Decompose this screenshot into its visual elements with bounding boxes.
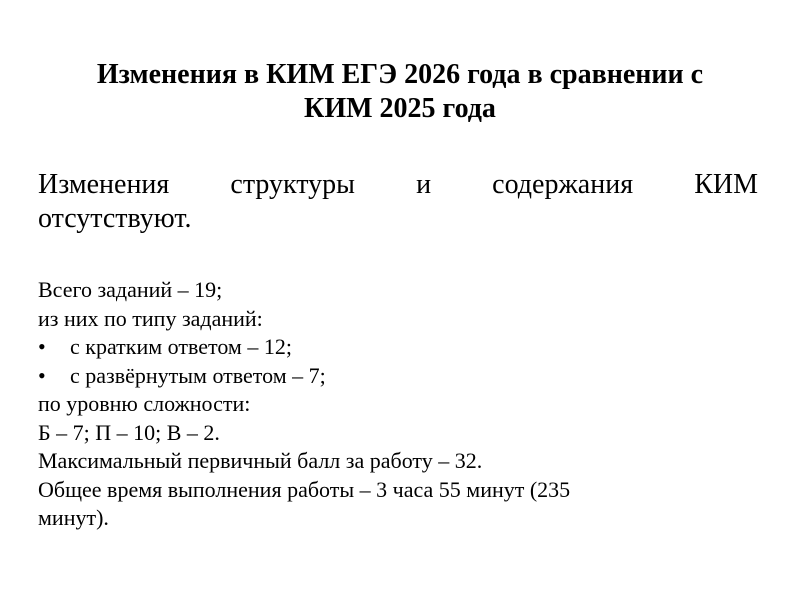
bullet-icon: • xyxy=(38,362,46,388)
text-line: Б – 7; П – 10; В – 2. xyxy=(38,419,220,445)
text-line: Всего заданий – 19; xyxy=(38,277,223,302)
text-line: минут). xyxy=(38,505,109,530)
bullet-item xyxy=(38,333,758,362)
details xyxy=(38,276,758,533)
title-line: КИМ 2025 года xyxy=(304,93,496,124)
text-line: из них по типу заданий: xyxy=(38,305,263,331)
text-line: Общее время выполнения работы – 3 часа 55 минут (235 xyxy=(38,476,571,502)
bullet-text: с кратким ответом – 12; xyxy=(70,334,292,359)
bullet-icon: • xyxy=(38,334,46,359)
text-line: по уровню сложности: xyxy=(38,391,251,416)
lead-text: Изменения структуры и содержания КИМ xyxy=(38,169,758,200)
bullet-item xyxy=(38,362,758,391)
lead-text-cont: отсутствуют. xyxy=(38,203,192,234)
text-line: Максимальный первичный балл за работу – 32. xyxy=(38,448,483,473)
bullet-text: с развёрнутым ответом – 7; xyxy=(70,362,326,388)
title-line: Изменения в КИМ ЕГЭ 2026 года в сравнении с xyxy=(96,59,704,90)
slide-title xyxy=(40,58,760,126)
